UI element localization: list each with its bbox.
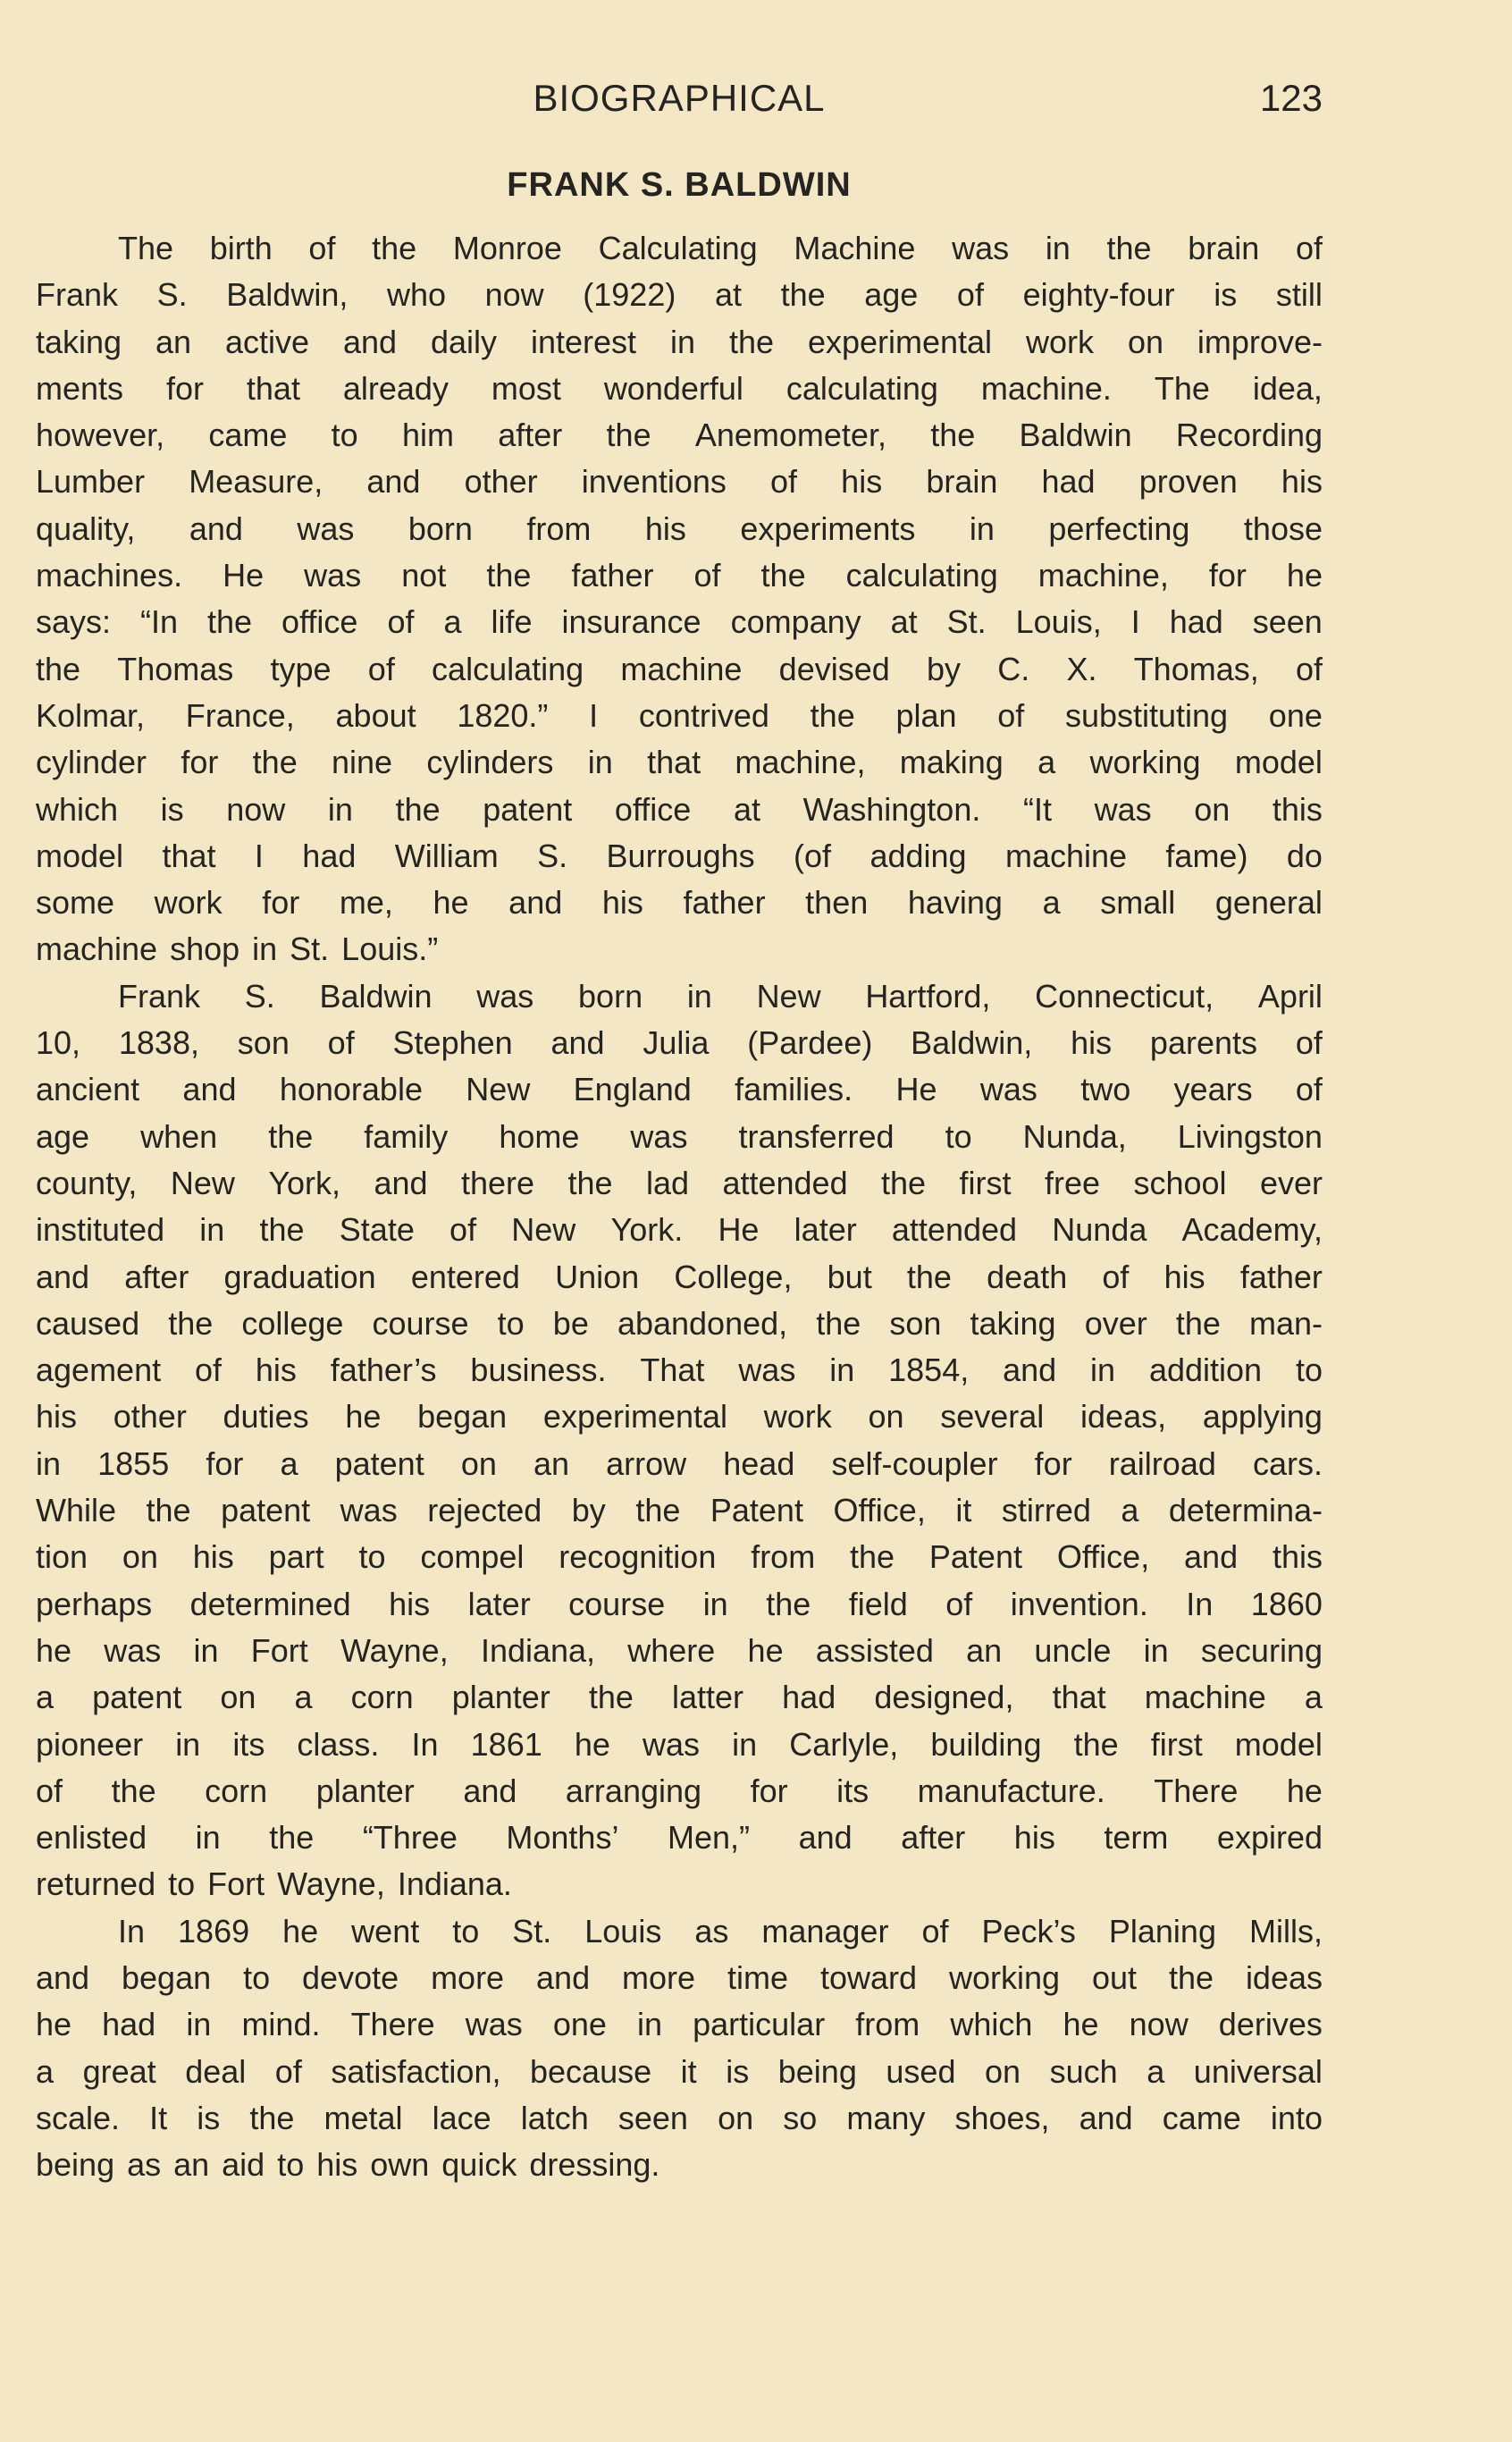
article-title: FRANK S. BALDWIN	[507, 166, 852, 204]
text-line: county, New York, and there the lad attended the first free school ever	[36, 1164, 1323, 1201]
text-line: Frank S. Baldwin was born in New Hartford, Connecticut, April	[118, 977, 1323, 1015]
text-line: he was in Fort Wayne, Indiana, where he assisted an uncle in securing	[36, 1631, 1323, 1669]
text-line: which is now in the patent office at Washington. “It was on this	[36, 790, 1323, 828]
text-line: however, came to him after the Anemometer, the Baldwin Recording	[36, 417, 1323, 454]
text-line: tion on his part to compel recognition from the Patent Office, and this	[36, 1538, 1323, 1576]
text-line: taking an active and daily interest in the experimental work on improve-	[36, 323, 1323, 360]
text-line: being as an aid to his own quick dressing.	[36, 2146, 660, 2184]
text-line: caused the college course to be abandoned, the son taking over the man-	[36, 1304, 1323, 1342]
text-line: ments for that already most wonderful calculating machine. The idea,	[36, 369, 1323, 407]
text-line: and began to devote more and more time toward working out the ideas	[36, 1958, 1323, 1996]
text-line: quality, and was born from his experiments in perfecting those	[36, 509, 1323, 547]
text-line: in 1855 for a patent on an arrow head self-coupler for railroad cars.	[36, 1444, 1323, 1482]
text-line: his other duties he began experimental work on several ideas, applying	[36, 1398, 1323, 1436]
text-line: cylinder for the nine cylinders in that machine, making a working model	[36, 744, 1323, 781]
text-line: scale. It is the metal lace latch seen on so many shoes, and came into	[36, 2099, 1323, 2136]
text-line: 10, 1838, son of Stephen and Julia (Pardee) Baldwin, his parents of	[36, 1024, 1323, 1062]
text-line: a great deal of satisfaction, because it is being used on such a universal	[36, 2052, 1323, 2090]
text-line: age when the family home was transferred to Nunda, Livingston	[36, 1117, 1323, 1155]
text-line: enlisted in the “Three Months’ Men,” and after his term expired	[36, 1819, 1323, 1857]
page-number: 123	[1259, 77, 1323, 119]
text-line: some work for me, he and his father then having a small general	[36, 884, 1323, 922]
text-line: machines. He was not the father of the calculating machine, for he	[36, 557, 1323, 594]
running-head	[36, 72, 1323, 125]
text-line: Kolmar, France, about 1820.” I contrived the plan of substituting one	[36, 696, 1323, 734]
text-line: Frank S. Baldwin, who now (1922) at the age of eighty-four is still	[36, 276, 1323, 314]
text-line: ancient and honorable New England families. He was two years of	[36, 1071, 1323, 1108]
text-line: The birth of the Monroe Calculating Machine was in the brain of	[118, 230, 1323, 266]
text-line: pioneer in its class. In 1861 he was in Carlyle, building the first model	[36, 1725, 1323, 1763]
text-line: a patent on a corn planter the latter had designed, that machine a	[36, 1679, 1323, 1716]
text-line: the Thomas type of calculating machine devised by C. X. Thomas, of	[36, 650, 1323, 687]
text-line: instituted in the State of New York. He later attended Nunda Academy,	[36, 1211, 1323, 1249]
text-line: says: “In the office of a life insurance company at St. Louis, I had seen	[36, 603, 1323, 641]
text-line: While the patent was rejected by the Patent Office, it stirred a determina-	[36, 1492, 1323, 1529]
text-line: model that I had William S. Burroughs (of adding machine fame) do	[36, 837, 1323, 874]
paragraph	[36, 1908, 1323, 2189]
paragraph	[36, 225, 1323, 973]
text-line: agement of his father’s business. That was in 1854, and in addition to	[36, 1352, 1323, 1389]
text-line: and after graduation entered Union College, but the death of his father	[36, 1258, 1323, 1295]
running-title: BIOGRAPHICAL	[533, 77, 826, 119]
article-body	[36, 225, 1323, 2188]
text-line: perhaps determined his later course in the field of invention. In 1860	[36, 1585, 1323, 1622]
paragraph	[36, 973, 1323, 1908]
text-line: returned to Fort Wayne, Indiana.	[36, 1865, 512, 1903]
text-line: Lumber Measure, and other inventions of his brain had proven his	[36, 463, 1323, 501]
text-line: he had in mind. There was one in particular from which he now derives	[36, 2006, 1323, 2043]
text-line: machine shop in St. Louis.”	[36, 930, 439, 968]
text-line: of the corn planter and arranging for its manufacture. There he	[36, 1772, 1323, 1809]
text-line: In 1869 he went to St. Louis as manager of Peck’s Planing Mills,	[118, 1912, 1323, 1949]
